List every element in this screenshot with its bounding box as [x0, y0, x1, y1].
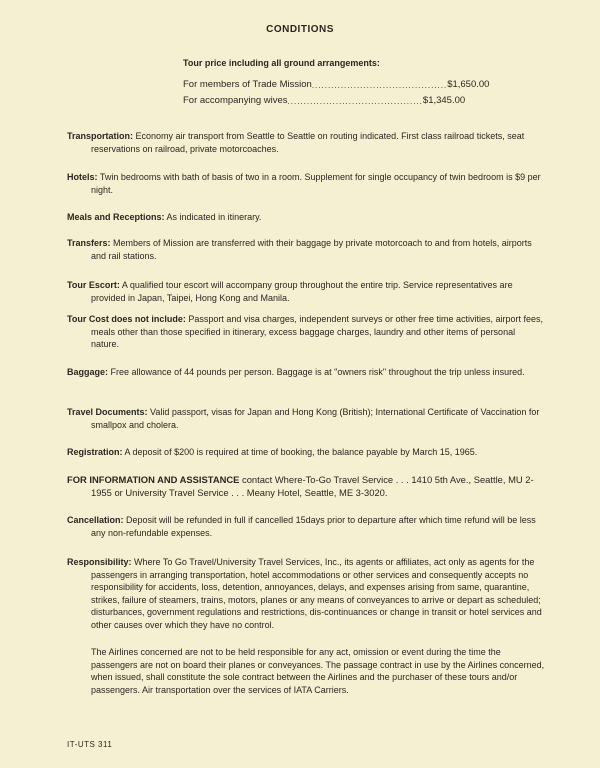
tour-price-heading: Tour price including all ground arrangements:	[183, 58, 380, 68]
page-title: CONDITIONS	[266, 24, 334, 35]
section-hotels	[67, 171, 545, 196]
section-text: Valid passport, visas for Japan and Hong Kong (British); International Certificate of Vaccination for smallpox and cholera.	[91, 407, 540, 430]
leader-dots: ..........................................	[287, 97, 423, 106]
section-label: Transportation:	[67, 131, 134, 141]
section-baggage	[67, 366, 545, 379]
section-label: Tour Escort:	[67, 280, 120, 290]
section-text: Deposit will be refunded in full if cancelled 15days prior to departure after which time refund will be less any non-refundable expenses.	[91, 515, 536, 538]
section-text: Where To Go Travel/University Travel Services, Inc., its agents or affiliates, act only as agents for the passengers in arranging transportation, hotel accommodations or other services and consequently accepts no responsibility for accidents, loss, detention, annoyances, delays, and expenses arising from same, quarantine, strikes, failure of steamers, trains, motors, planes or any means of conveyances to arrive or depart as scheduled; disturbances, government regulations and restrictions, dis-continuances or change in transit or hotel services and other causes over which they have no control.	[91, 557, 542, 630]
section-transportation	[67, 130, 545, 155]
section-text: Members of Mission are transferred with their baggage by private motorcoach to and from hotels, airports and rail stations.	[91, 238, 532, 261]
section-label: Tour Cost does not include:	[67, 314, 186, 324]
section-label: Registration:	[67, 447, 123, 457]
leader-dots: ..........................................	[311, 81, 448, 90]
section-label: Meals and Receptions:	[67, 212, 165, 222]
section-tour-cost	[67, 313, 545, 351]
section-text: Twin bedrooms with bath of basis of two in a room. Supplement for single occupancy of twin bedroom is $9 per night.	[91, 172, 541, 195]
section-text: As indicated in itinerary.	[166, 212, 262, 222]
section-text: A qualified tour escort will accompany group throughout the entire trip. Service representatives are provided in Japan, Taipei, Hong Kong and Manila.	[91, 280, 513, 303]
section-transfers	[67, 237, 545, 262]
section-text: Passport and visa charges, independent surveys or other free time activities, airport fees, meals other than those specified in itinerary, excess baggage charges, laundry and other items of personal nature.	[91, 314, 544, 350]
section-label: FOR INFORMATION AND ASSISTANCE	[67, 474, 240, 485]
price-label: For members of Trade Mission	[183, 79, 312, 90]
section-text: A deposit of $200 is required at time of booking, the balance payable by March 15, 1965.	[124, 447, 478, 457]
price-row-wives	[183, 95, 466, 109]
section-label: Responsibility:	[67, 557, 132, 567]
document-code: IT-UTS 311	[67, 740, 113, 749]
section-travel-documents	[67, 406, 545, 431]
section-text: The Airlines concerned are not to be held responsible for any act, omission or event during the time the passengers are not on board their planes or conveyances. The passage contract in use by the Airlines concerned, when issued, shall constitute the sole contract between the Airlines and the purchaser of these tours and/or passengers. Air transportation over the services of IATA Carriers.	[91, 647, 545, 695]
price-label: For accompanying wives	[183, 95, 288, 106]
section-responsibility	[67, 556, 545, 632]
section-info	[67, 474, 545, 499]
section-label: Hotels:	[67, 172, 98, 182]
section-meals	[67, 211, 545, 224]
section-label: Baggage:	[67, 367, 109, 377]
section-label: Transfers:	[67, 238, 111, 248]
section-text: Free allowance of 44 pounds per person. Baggage is at "owners risk" throughout the trip unless insured.	[110, 367, 525, 377]
price-row-members	[183, 79, 490, 93]
section-label: Cancellation:	[67, 515, 124, 525]
section-registration	[67, 446, 545, 459]
price-amount: $1,650.00	[447, 79, 490, 90]
section-tour-escort	[67, 279, 545, 304]
price-amount: $1,345.00	[422, 95, 466, 106]
section-airlines	[67, 646, 545, 696]
section-text: contact Where-To-Go Travel Service . . . 1410 5th Ave., Seattle, MU 2-1955 or University Travel Service . . . Meany Hotel, Seattle, ME 3-3020.	[91, 474, 534, 498]
section-text: Economy air transport from Seattle to Seattle on routing indicated. First class railroad tickets, seat reservations on railroad, private motorcoaches.	[91, 131, 525, 154]
section-cancellation	[67, 514, 545, 539]
section-label: Travel Documents:	[67, 407, 148, 417]
